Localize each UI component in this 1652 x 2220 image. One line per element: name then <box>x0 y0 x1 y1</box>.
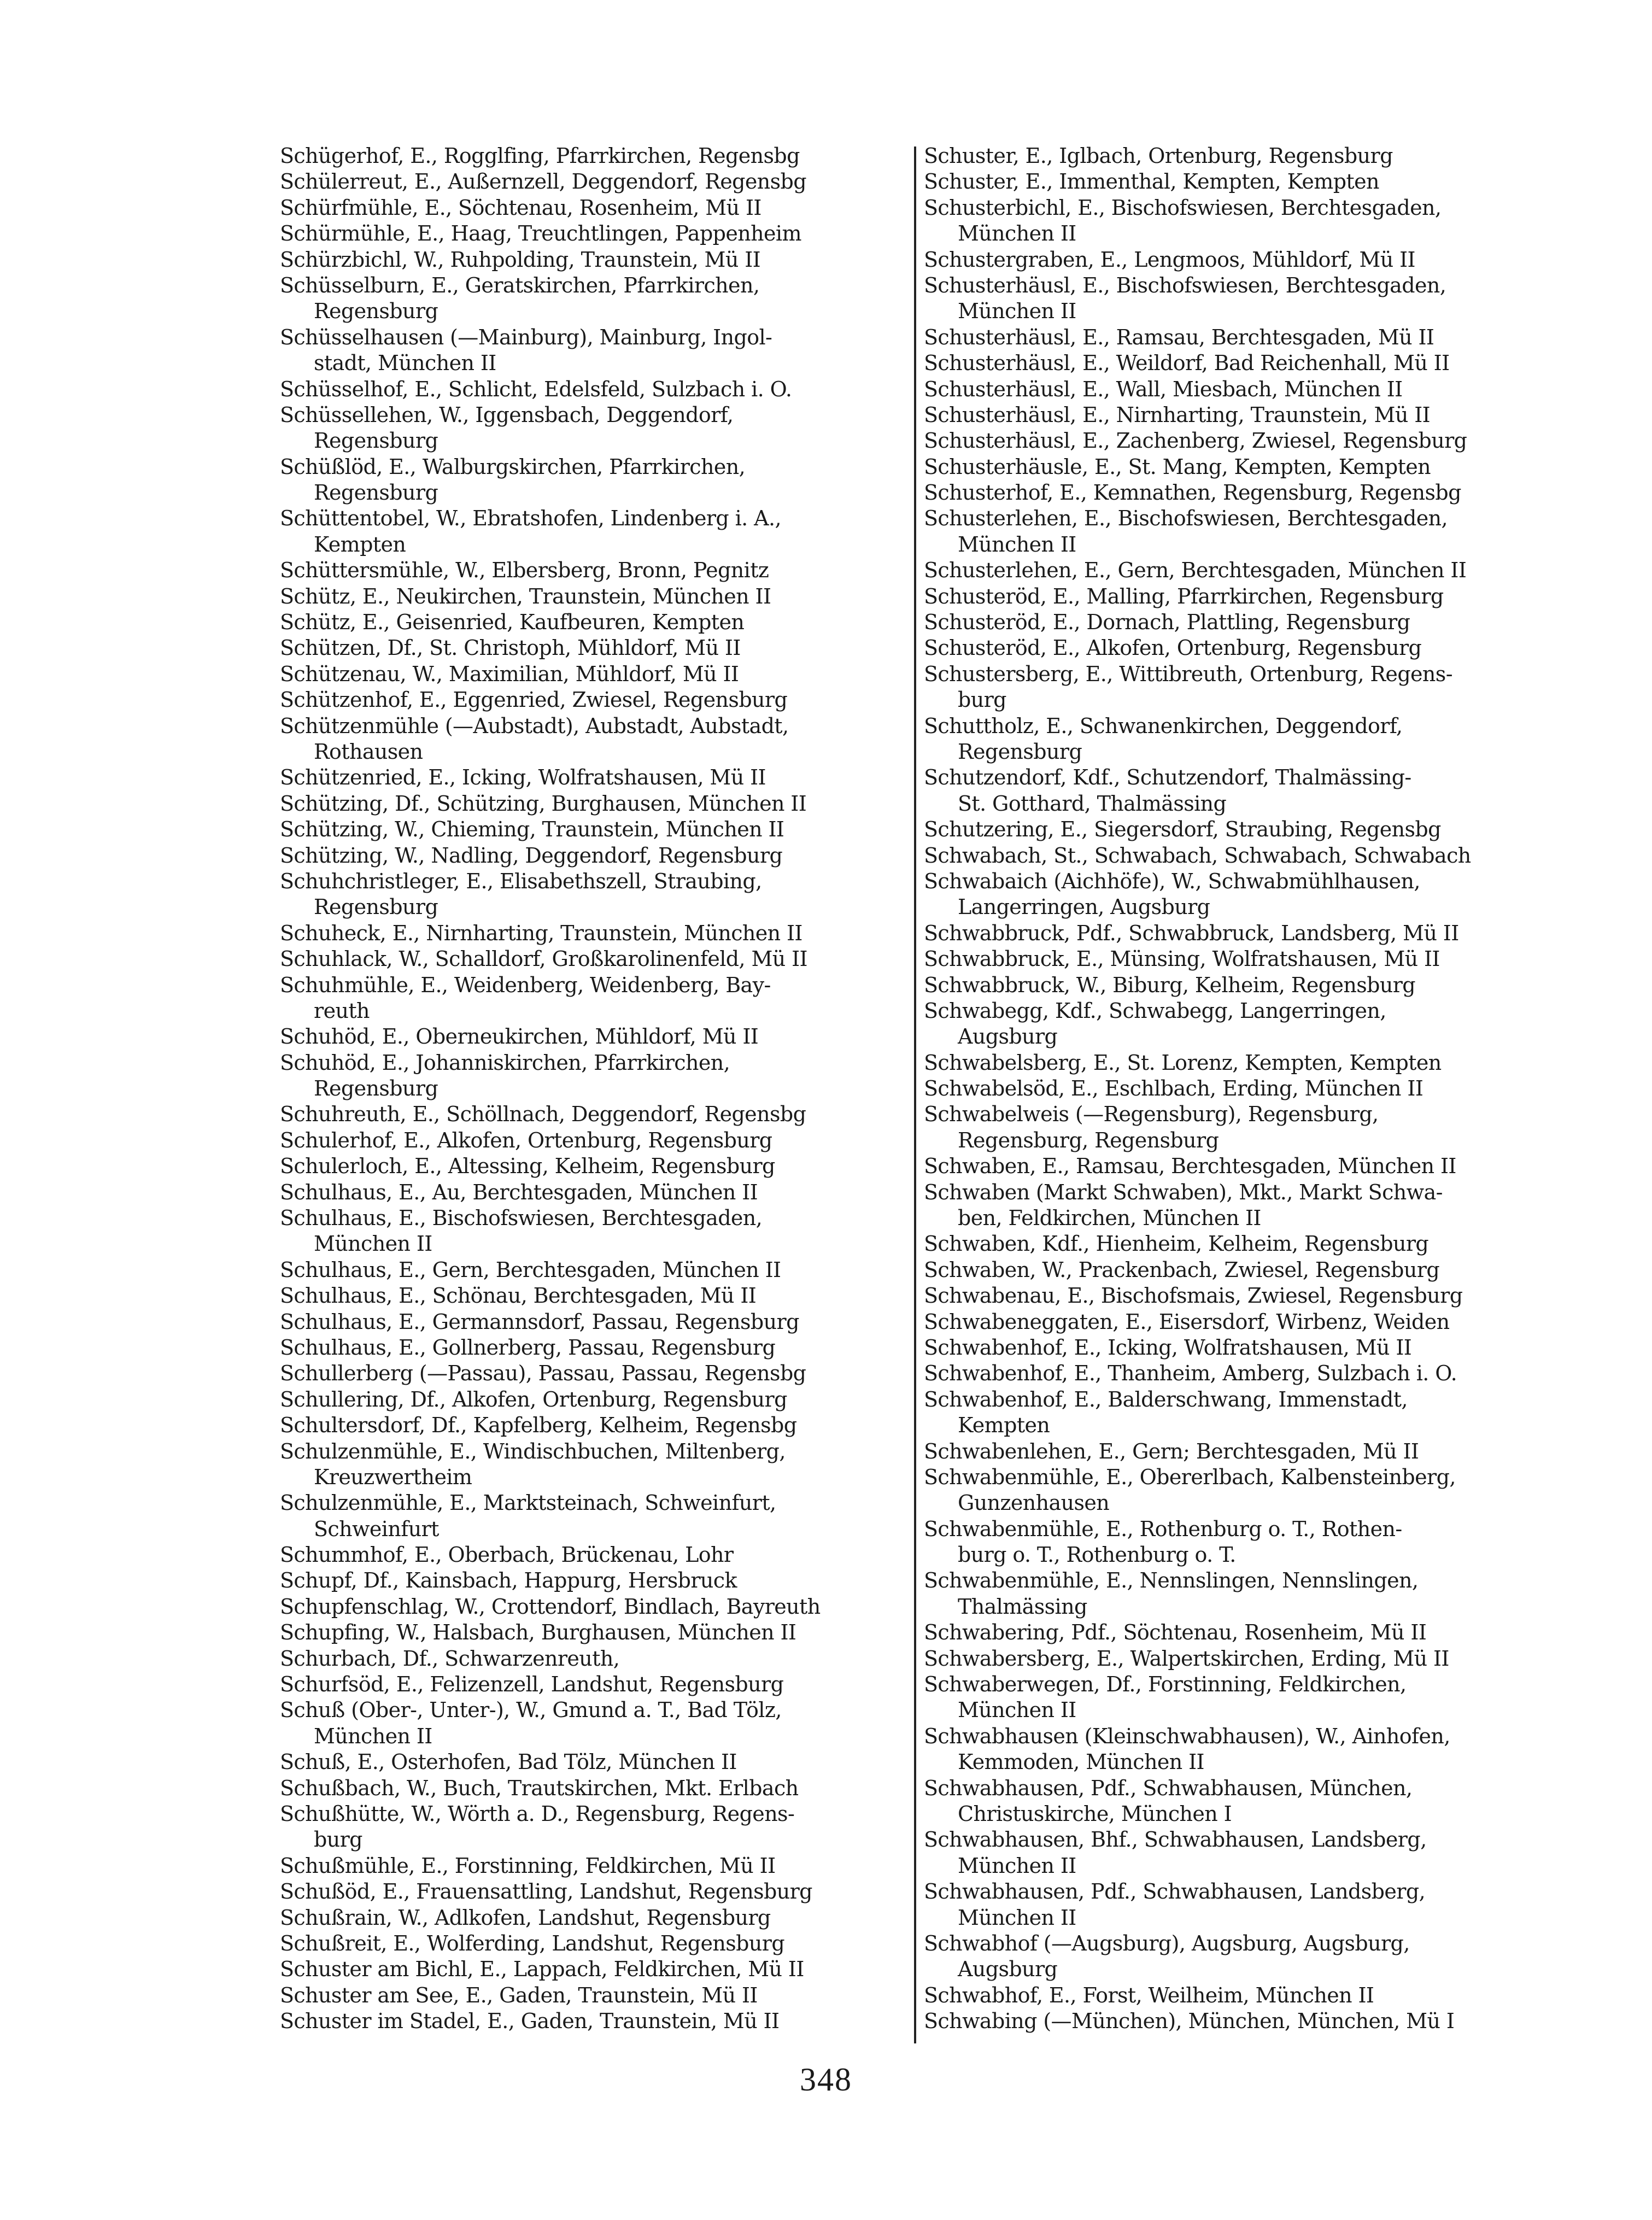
entry-continuation-line: stadt, München II <box>314 351 496 376</box>
gazetteer-entry <box>280 1620 909 1645</box>
entry-line: Schußöd, E., Frauensattling, Landshut, Regensburg <box>280 1879 812 1904</box>
entry-line: Schusterbichl, E., Bischofswiesen, Berchtesgaden, <box>924 195 1442 220</box>
gazetteer-entry <box>280 584 909 610</box>
gazetteer-entry <box>924 921 1553 946</box>
entry-line: Schusterhof, E., Kemnathen, Regensburg, Regensbg <box>924 481 1461 505</box>
gazetteer-entry <box>924 1076 1553 1102</box>
entry-continuation-line: Regensburg <box>314 481 438 505</box>
entry-line: Schusterhäusl, E., Bischofswiesen, Berchtesgaden, <box>924 273 1446 297</box>
gazetteer-entry <box>924 1335 1553 1361</box>
entry-line: Schüsselburn, E., Geratskirchen, Pfarrkirchen, <box>280 273 760 297</box>
entry-line: Schuttholz, E., Schwanenkirchen, Deggendorf, <box>924 713 1403 738</box>
entry-line: Schuhöd, E., Johanniskirchen, Pfarrkirchen, <box>280 1050 730 1075</box>
gazetteer-entry <box>280 377 909 402</box>
entry-line: Schütz, E., Geisenried, Kaufbeuren, Kempten <box>280 610 745 635</box>
gazetteer-entry <box>280 2008 909 2034</box>
entry-line: Schwabenmühle, E., Nennslingen, Nennslingen, <box>924 1568 1419 1593</box>
gazetteer-entry <box>924 1465 1553 1516</box>
gazetteer-entry <box>924 1646 1553 1672</box>
gazetteer-entry <box>924 1620 1553 1645</box>
gazetteer-entry <box>924 428 1553 454</box>
entry-line: Schuster im Stadel, E., Gaden, Traunstein, Mü II <box>280 2009 780 2034</box>
gazetteer-entry <box>280 1050 909 1102</box>
entry-line: Schummhof, E., Oberbach, Brückenau, Lohr <box>280 1543 734 1567</box>
entry-line: Schußbach, W., Buch, Trautskirchen, Mkt. Erlbach <box>280 1776 799 1800</box>
entry-line: Schwabenhof, E., Balderschwang, Immenstadt, <box>924 1387 1408 1411</box>
entry-line: Schwabenlehen, E., Gern; Berchtesgaden, Mü II <box>924 1439 1419 1463</box>
entry-continuation-line: Regensburg <box>314 299 438 324</box>
entry-continuation-line: München II <box>958 221 1076 246</box>
gazetteer-entry <box>924 1102 1553 1153</box>
gazetteer-entry <box>280 661 909 687</box>
entry-line: Schulhaus, E., Gollnerberg, Passau, Regensburg <box>280 1335 776 1360</box>
entry-line: Schwabeneggaten, E., Eisersdorf, Wirbenz, Weiden <box>924 1309 1450 1334</box>
gazetteer-entry <box>924 1827 1553 1879</box>
gazetteer-entry <box>924 1257 1553 1283</box>
entry-line: Schulhaus, E., Schönau, Berchtesgaden, Mü II <box>280 1284 757 1308</box>
entry-line: Schupf, Df., Kainsbach, Happurg, Hersbruck <box>280 1568 737 1593</box>
right-column <box>924 143 1553 2035</box>
gazetteer-entry <box>280 1335 909 1361</box>
gazetteer-entry <box>280 558 909 583</box>
gazetteer-entry <box>280 1749 909 1775</box>
column-divider <box>914 147 916 2043</box>
entry-continuation-line: München II <box>958 1853 1076 1878</box>
gazetteer-entry <box>280 869 909 921</box>
entry-continuation-line: burg <box>314 1827 362 1852</box>
gazetteer-entry <box>924 1309 1553 1335</box>
gazetteer-entry <box>924 169 1553 195</box>
entry-line: Schuster am Bichl, E., Lappach, Feldkirchen, Mü II <box>280 1957 804 1982</box>
gazetteer-entry <box>924 506 1553 558</box>
page-number: 348 <box>800 2061 852 2098</box>
entry-line: Schüttentobel, W., Ebratshofen, Lindenberg i. A., <box>280 506 781 531</box>
gazetteer-entry <box>924 1180 1553 1232</box>
entry-continuation-line: München II <box>958 1698 1076 1723</box>
gazetteer-entry <box>924 350 1553 376</box>
gazetteer-entry <box>924 558 1553 583</box>
entry-line: Schwabenmühle, E., Rothenburg o. T., Rothen- <box>924 1516 1402 1541</box>
entry-line: Schutzering, E., Siegersdorf, Straubing, Regensbg <box>924 817 1441 842</box>
entry-line: Schuß (Ober-, Unter-), W., Gmund a. T., Bad Tölz, <box>280 1698 782 1723</box>
entry-line: Schüsselhausen (—Mainburg), Mainburg, Ingol- <box>280 325 772 349</box>
entry-line: Schüsselhof, E., Schlicht, Edelsfeld, Sulzbach i. O. <box>280 377 792 401</box>
gazetteer-entry <box>924 1724 1553 1776</box>
entry-line: Schüßlöd, E., Walburgskirchen, Pfarrkirchen, <box>280 454 746 479</box>
entry-continuation-line: ben, Feldkirchen, München II <box>958 1206 1261 1231</box>
gazetteer-entry <box>924 1568 1553 1620</box>
entry-line: Schwabhausen, Pdf., Schwabhausen, Landsberg, <box>924 1879 1426 1904</box>
gazetteer-entry <box>280 143 909 169</box>
entry-line: Schwabbruck, W., Biburg, Kelheim, Regensburg <box>924 973 1415 997</box>
entry-line: Schwabegg, Kdf., Schwabegg, Langerringen, <box>924 998 1386 1023</box>
gazetteer-entry <box>924 946 1553 972</box>
gazetteer-entry <box>924 1983 1553 2008</box>
entry-line: Schusteröd, E., Malling, Pfarrkirchen, Regensburg <box>924 584 1444 608</box>
entry-continuation-line: Regensburg <box>314 1076 438 1101</box>
gazetteer-entry <box>280 1128 909 1153</box>
gazetteer-entry <box>280 791 909 817</box>
entry-continuation-line: München II <box>958 299 1076 324</box>
entry-line: Schusterlehen, E., Gern, Berchtesgaden, München II <box>924 558 1467 583</box>
gazetteer-entry <box>924 247 1553 273</box>
entry-continuation-line: Kempten <box>958 1413 1050 1438</box>
entry-line: Schüssellehen, W., Iggensbach, Deggendorf, <box>280 402 734 427</box>
entry-line: Schupfenschlag, W., Crottendorf, Bindlach, Bayreuth <box>280 1594 821 1619</box>
gazetteer-entry <box>280 765 909 790</box>
entry-line: Schwabelweis (—Regensburg), Regensburg, <box>924 1102 1379 1127</box>
gazetteer-entry <box>924 661 1553 713</box>
entry-line: Schuhmühle, E., Weidenberg, Weidenberg, Bay- <box>280 973 771 997</box>
entry-line: Schulhaus, E., Bischofswiesen, Berchtesgaden, <box>280 1206 763 1231</box>
gazetteer-entry <box>924 610 1553 635</box>
entry-line: Schusterhäusl, E., Ramsau, Berchtesgaden, Mü II <box>924 325 1434 349</box>
entry-line: Schwaben, W., Prackenbach, Zwiesel, Regensburg <box>924 1257 1440 1282</box>
gazetteer-entry <box>280 1697 909 1749</box>
gazetteer-entry <box>924 1361 1553 1386</box>
entry-line: Schusterlehen, E., Bischofswiesen, Berchtesgaden, <box>924 506 1448 531</box>
gazetteer-entry <box>280 946 909 972</box>
gazetteer-entry <box>280 221 909 247</box>
entry-line: Schusterhäusl, E., Nirnharting, Traunstein, Mü II <box>924 402 1431 427</box>
gazetteer-entry <box>924 1516 1553 1568</box>
entry-continuation-line: Christuskirche, München I <box>958 1802 1232 1826</box>
entry-line: Schülerreut, E., Außernzell, Deggendorf, Regensbg <box>280 169 806 194</box>
entry-line: Schutzendorf, Kdf., Schutzendorf, Thalmässing- <box>924 765 1411 790</box>
gazetteer-entry <box>280 402 909 454</box>
entry-line: Schürzbichl, W., Ruhpolding, Traunstein, Mü II <box>280 247 761 272</box>
entry-continuation-line: Rothausen <box>314 739 423 764</box>
entry-continuation-line: München II <box>314 1232 432 1256</box>
gazetteer-entry <box>280 1439 909 1491</box>
gazetteer-entry <box>924 480 1553 506</box>
gazetteer-entry <box>924 713 1553 765</box>
gazetteer-entry <box>924 843 1553 869</box>
entry-continuation-line: Augsburg <box>958 1024 1058 1049</box>
gazetteer-entry <box>924 195 1553 247</box>
entry-continuation-line: München II <box>958 532 1076 557</box>
entry-continuation-line: burg <box>958 688 1006 712</box>
entry-continuation-line: München II <box>958 1905 1076 1930</box>
gazetteer-entry <box>280 1361 909 1386</box>
gazetteer-entry <box>280 1205 909 1257</box>
entry-line: Schwabach, St., Schwabach, Schwabach, Schwabach <box>924 843 1471 868</box>
entry-line: Schusterhäusl, E., Wall, Miesbach, München II <box>924 377 1403 401</box>
gazetteer-entry <box>924 2008 1553 2034</box>
entry-continuation-line: Gunzenhausen <box>958 1491 1110 1515</box>
gazetteer-entry <box>924 1439 1553 1465</box>
entry-line: Schullering, Df., Alkofen, Ortenburg, Regensburg <box>280 1387 787 1411</box>
entry-line: Schützing, Df., Schützing, Burghausen, München II <box>280 791 807 816</box>
gazetteer-entry <box>280 713 909 765</box>
entry-line: Schurbach, Df., Schwarzenreuth, <box>280 1646 620 1671</box>
gazetteer-entry <box>924 1879 1553 1931</box>
entry-continuation-line: München II <box>314 1724 432 1748</box>
gazetteer-entry <box>280 1931 909 1957</box>
entry-line: Schustergraben, E., Lengmoos, Mühldorf, Mü II <box>924 247 1415 272</box>
entry-line: Schwaben, Kdf., Hienheim, Kelheim, Regensburg <box>924 1232 1429 1256</box>
gazetteer-entry <box>280 687 909 713</box>
gazetteer-entry <box>924 765 1553 817</box>
gazetteer-entry <box>280 1413 909 1438</box>
entry-line: Schusteröd, E., Alkofen, Ortenburg, Regensburg <box>924 636 1422 660</box>
entry-line: Schwabhausen, Bhf., Schwabhausen, Landsberg, <box>924 1827 1427 1852</box>
gazetteer-entry <box>280 1542 909 1568</box>
entry-continuation-line: Langerringen, Augsburg <box>958 895 1210 919</box>
entry-line: Schwabhausen, Pdf., Schwabhausen, München, <box>924 1776 1413 1800</box>
entry-line: Schwabbruck, E., Münsing, Wolfratshausen, Mü II <box>924 947 1440 971</box>
gazetteer-entry <box>280 1853 909 1879</box>
gazetteer-entry <box>280 1102 909 1127</box>
gazetteer-entry <box>924 1153 1553 1179</box>
gazetteer-entry <box>280 817 909 842</box>
entry-line: Schwabenhof, E., Icking, Wolfratshausen, Mü II <box>924 1335 1412 1360</box>
gazetteer-entry <box>280 921 909 946</box>
entry-line: Schwabbruck, Pdf., Schwabbruck, Landsberg, Mü II <box>924 921 1459 945</box>
entry-line: Schußrain, W., Adlkofen, Landshut, Regensburg <box>280 1905 771 1930</box>
gazetteer-entry <box>924 377 1553 402</box>
entry-line: Schuhchristleger, E., Elisabethszell, Straubing, <box>280 869 762 893</box>
entry-line: Schützenmühle (—Aubstadt), Aubstadt, Aubstadt, <box>280 713 789 738</box>
gazetteer-entry <box>924 1931 1553 1983</box>
gazetteer-entry <box>280 506 909 558</box>
gazetteer-entry <box>924 973 1553 998</box>
entry-line: Schwabenau, E., Bischofsmais, Zwiesel, Regensburg <box>924 1284 1463 1308</box>
gazetteer-entry <box>280 610 909 635</box>
entry-continuation-line: Regensburg <box>958 739 1082 764</box>
gazetteer-entry <box>280 843 909 869</box>
entry-line: Schuhlack, W., Schalldorf, Großkarolinenfeld, Mü II <box>280 947 807 971</box>
entry-line: Schwabaich (Aichhöfe), W., Schwabmühlhausen, <box>924 869 1420 893</box>
entry-line: Schulzenmühle, E., Marktsteinach, Schweinfurt, <box>280 1491 776 1515</box>
entry-line: Schuhreuth, E., Schöllnach, Deggendorf, Regensbg <box>280 1102 806 1127</box>
entry-line: Schwabhof (—Augsburg), Augsburg, Augsburg, <box>924 1931 1410 1955</box>
gazetteer-entry <box>280 195 909 221</box>
gazetteer-entry <box>280 325 909 377</box>
entry-line: Schußreit, E., Wolferding, Landshut, Regensburg <box>280 1931 785 1955</box>
entry-line: Schußhütte, W., Wörth a. D., Regensburg, Regens- <box>280 1802 795 1826</box>
gazetteer-entry <box>280 454 909 506</box>
gazetteer-entry <box>280 1646 909 1672</box>
entry-line: Schusterhäusle, E., St. Mang, Kempten, Kempten <box>924 454 1431 479</box>
gazetteer-entry <box>924 1231 1553 1257</box>
gazetteer-entry <box>924 1672 1553 1724</box>
entry-line: Schulhaus, E., Au, Berchtesgaden, München II <box>280 1180 758 1204</box>
entry-continuation-line: reuth <box>314 998 370 1023</box>
gazetteer-entry <box>280 1024 909 1050</box>
gazetteer-entry <box>280 1180 909 1205</box>
entry-line: Schußmühle, E., Forstinning, Feldkirchen, Mü II <box>280 1853 776 1878</box>
gazetteer-entry <box>924 402 1553 428</box>
gazetteer-entry <box>280 1387 909 1413</box>
gazetteer-entry <box>280 1983 909 2008</box>
entry-line: Schusteröd, E., Dornach, Plattling, Regensburg <box>924 610 1410 635</box>
gazetteer-entry <box>280 1568 909 1594</box>
entry-line: Schwabenhof, E., Thanheim, Amberg, Sulzbach i. O. <box>924 1361 1457 1386</box>
entry-line: Schurfsöd, E., Felizenzell, Landshut, Regensburg <box>280 1672 784 1697</box>
gazetteer-entry <box>280 1879 909 1905</box>
entry-line: Schulhaus, E., Germannsdorf, Passau, Regensburg <box>280 1309 799 1334</box>
gazetteer-entry <box>924 454 1553 480</box>
entry-line: Schwabelsberg, E., St. Lorenz, Kempten, Kempten <box>924 1050 1442 1075</box>
entry-line: Schuheck, E., Nirnharting, Traunstein, München II <box>280 921 802 945</box>
entry-line: Schützenhof, E., Eggenried, Zwiesel, Regensburg <box>280 688 788 712</box>
entry-continuation-line: St. Gotthard, Thalmässing <box>958 791 1227 816</box>
entry-line: Schuhöd, E., Oberneukirchen, Mühldorf, Mü II <box>280 1024 759 1049</box>
gazetteer-entry <box>280 169 909 195</box>
entry-line: Schwabelsöd, E., Eschlbach, Erding, München II <box>924 1076 1423 1101</box>
entry-line: Schüttersmühle, W., Elbersberg, Bronn, Pegnitz <box>280 558 769 583</box>
entry-line: Schürfmühle, E., Söchtenau, Rosenheim, Mü II <box>280 195 761 220</box>
entry-line: Schützing, W., Nadling, Deggendorf, Regensburg <box>280 843 783 868</box>
gazetteer-entry <box>280 1957 909 1982</box>
entry-line: Schwaben, E., Ramsau, Berchtesgaden, München II <box>924 1154 1456 1179</box>
entry-line: Schuß, E., Osterhofen, Bad Tölz, München II <box>280 1750 737 1774</box>
entry-line: Schulerloch, E., Altessing, Kelheim, Regensburg <box>280 1154 775 1179</box>
gazetteer-entry <box>924 817 1553 842</box>
entry-line: Schütz, E., Neukirchen, Traunstein, München II <box>280 584 771 608</box>
entry-line: Schulerhof, E., Alkofen, Ortenburg, Regensburg <box>280 1128 772 1152</box>
entry-line: Schützen, Df., St. Christoph, Mühldorf, Mü II <box>280 636 741 660</box>
left-column <box>280 143 909 2035</box>
entry-line: Schwabhausen (Kleinschwabhausen), W., Ainhofen, <box>924 1724 1450 1748</box>
gazetteer-entry <box>280 1309 909 1335</box>
gazetteer-entry <box>280 1801 909 1853</box>
entry-continuation-line: Schweinfurt <box>314 1516 439 1541</box>
gazetteer-entry <box>924 1283 1553 1309</box>
gazetteer-entry <box>924 584 1553 610</box>
entry-line: Schwabenmühle, E., Obererlbach, Kalbensteinberg, <box>924 1465 1456 1489</box>
gazetteer-entry <box>280 973 909 1024</box>
entry-continuation-line: Augsburg <box>958 1957 1058 1982</box>
entry-continuation-line: Thalmässing <box>958 1594 1087 1619</box>
gazetteer-entry <box>280 1257 909 1283</box>
gazetteer-entry <box>924 635 1553 661</box>
entry-line: Schullerberg (—Passau), Passau, Passau, Regensbg <box>280 1361 806 1386</box>
gazetteer-entry <box>280 1905 909 1931</box>
gazetteer-entry <box>280 1283 909 1309</box>
gazetteer-entry <box>280 635 909 661</box>
entry-line: Schulhaus, E., Gern, Berchtesgaden, München II <box>280 1257 781 1282</box>
entry-line: Schupfing, W., Halsbach, Burghausen, München II <box>280 1620 796 1645</box>
gazetteer-entry <box>924 325 1553 350</box>
entry-continuation-line: Regensburg <box>314 895 438 919</box>
entry-line: Schuster, E., Immenthal, Kempten, Kempten <box>924 169 1379 194</box>
gazetteer-entry <box>924 273 1553 325</box>
entry-line: Schultersdorf, Df., Kapfelberg, Kelheim, Regensbg <box>280 1413 797 1438</box>
entry-continuation-line: Kemmoden, München II <box>958 1750 1204 1774</box>
entry-continuation-line: burg o. T., Rothenburg o. T. <box>958 1543 1236 1567</box>
entry-line: Schwaberwegen, Df., Forstinning, Feldkirchen, <box>924 1672 1407 1697</box>
entry-continuation-line: Kempten <box>314 532 406 557</box>
entry-line: Schwabering, Pdf., Söchtenau, Rosenheim, Mü II <box>924 1620 1427 1645</box>
gazetteer-entry <box>280 1594 909 1620</box>
gazetteer-entry <box>280 273 909 325</box>
entry-line: Schützing, W., Chieming, Traunstein, München II <box>280 817 784 842</box>
entry-line: Schwabersberg, E., Walpertskirchen, Erding, Mü II <box>924 1646 1449 1671</box>
entry-continuation-line: Regensburg, Regensburg <box>958 1128 1219 1152</box>
gazetteer-entry <box>280 1776 909 1801</box>
gazetteer-entry <box>280 1672 909 1697</box>
entry-continuation-line: Kreuzwertheim <box>314 1465 472 1489</box>
entry-line: Schügerhof, E., Rogglfing, Pfarrkirchen, Regensbg <box>280 144 800 168</box>
entry-line: Schustersberg, E., Wittibreuth, Ortenburg, Regens- <box>924 661 1452 686</box>
gazetteer-entry <box>924 1050 1553 1076</box>
entry-line: Schulzenmühle, E., Windischbuchen, Miltenberg, <box>280 1439 786 1463</box>
entry-line: Schützenau, W., Maximilian, Mühldorf, Mü II <box>280 661 739 686</box>
entry-line: Schusterhäusl, E., Zachenberg, Zwiesel, Regensburg <box>924 429 1467 453</box>
gazetteer-entry <box>924 869 1553 921</box>
entry-line: Schusterhäusl, E., Weildorf, Bad Reichenhall, Mü II <box>924 351 1450 376</box>
gazetteer-entry <box>924 1776 1553 1827</box>
gazetteer-entry <box>924 1387 1553 1439</box>
entry-line: Schuster am See, E., Gaden, Traunstein, Mü II <box>280 1983 758 2007</box>
entry-continuation-line: Regensburg <box>314 429 438 453</box>
entry-line: Schuster, E., Iglbach, Ortenburg, Regensburg <box>924 144 1393 168</box>
gazetteer-entry <box>924 998 1553 1050</box>
gazetteer-entry <box>280 247 909 273</box>
gazetteer-entry <box>280 1153 909 1179</box>
gazetteer-entry <box>924 143 1553 169</box>
entry-line: Schürmühle, E., Haag, Treuchtlingen, Pappenheim <box>280 221 801 246</box>
entry-line: Schwabhof, E., Forst, Weilheim, München II <box>924 1983 1374 2007</box>
gazetteer-entry <box>280 1490 909 1542</box>
entry-line: Schwabing (—München), München, München, Mü I <box>924 2009 1455 2034</box>
entry-line: Schützenried, E., Icking, Wolfratshausen, Mü II <box>280 765 766 790</box>
entry-line: Schwaben (Markt Schwaben), Mkt., Markt Schwa- <box>924 1180 1443 1204</box>
